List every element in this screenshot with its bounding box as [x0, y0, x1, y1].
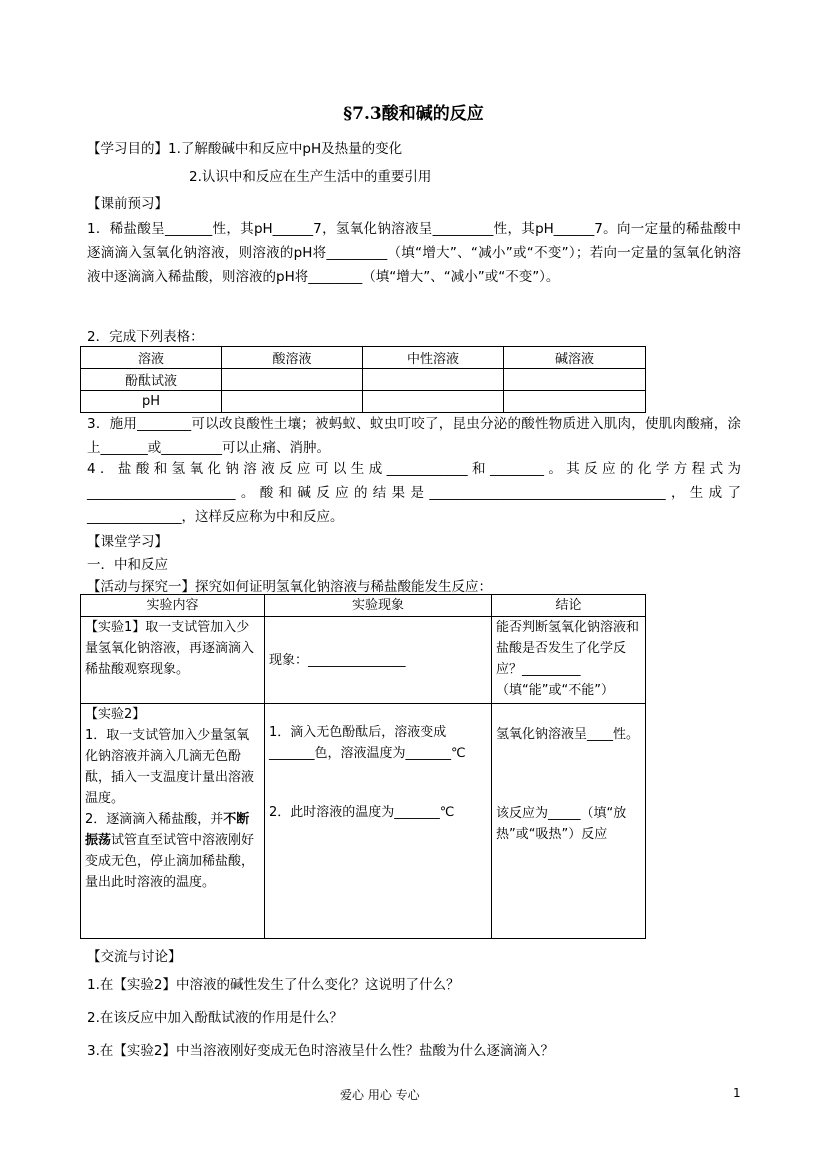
experiment-2-conclusion-1: 氢氧化钠溶液呈____性。 — [496, 727, 640, 742]
table-row — [81, 617, 646, 704]
discussion-question-1: 1.在【实验2】中溶液的碱性发生了什么变化？这说明了什么？ — [87, 977, 460, 993]
table-row — [81, 369, 646, 391]
experiment-2-conclusion-2: 该反应为_____（填“放热”或“吸热”）反应 — [496, 806, 627, 842]
objective-item-1: 1.了解酸碱中和反应中pH及热量的变化 — [168, 141, 403, 157]
table-cell — [222, 369, 363, 391]
emphasis-text: 不断振荡 — [85, 812, 250, 848]
experiment-table — [80, 594, 646, 939]
table-cell — [363, 391, 504, 413]
table-cell — [363, 369, 504, 391]
table-header-cell: 酸溶液 — [222, 347, 363, 369]
experiment-2-step-2: 2．逐滴滴入稀盐酸，并不断振荡试管直至试管中溶液刚好变成无色，停止滴加稀盐酸，量出此时溶液的温度。 — [85, 812, 255, 890]
preview-question-4: 4．盐酸和氢氧化钠溶液反应可以生成____________和________。其反应的化学方程式为______________________。酸和碱反应的结果是___________________________________，生成了______________，这样反应称为中和反应。 — [87, 461, 741, 525]
preview-question-2: 2．完成下列表格： — [87, 329, 204, 345]
table-row — [81, 704, 646, 939]
table-cell — [504, 391, 646, 413]
preview-label: 【课前预习】 — [87, 196, 168, 212]
discussion-label: 【交流与讨论】 — [87, 949, 182, 965]
preview-question-1: 1．稀盐酸呈_______性，其pH______7，氢氧化钠溶液呈_________性，其pH______7。向一定量的稀盐酸中逐滴滴入氢氧化钠溶液，则溶液的pH将_________（填“增大”、“减小”或“不变”）；若向一定量的氢氧化钠溶液中逐滴滴入稀盐酸，则溶液的pH将________（填“增大”、“减小”或“不变”）。 — [87, 221, 741, 285]
section-heading: 一．中和反应 — [87, 557, 168, 573]
objective-item-2: 2.认识中和反应在生产生活中的重要引用 — [189, 169, 432, 185]
table-header-cell: 实验现象 — [265, 595, 492, 617]
table-cell — [504, 369, 646, 391]
classroom-label: 【课堂学习】 — [87, 534, 168, 550]
table-cell: 酚酞试液 — [81, 369, 222, 391]
preview-table — [80, 346, 646, 413]
experiment-2-step-1: 1．取一支试管加入少量氢氧化钠溶液并滴入几滴无色酚酞，插入一支温度计量出溶液温度。 — [85, 728, 255, 806]
table-header-cell: 溶液 — [81, 347, 222, 369]
discussion-question-3: 3.在【实验2】中当溶液刚好变成无色时溶液呈什么性？盐酸为什么逐滴滴入？ — [87, 1043, 554, 1059]
experiment-2-heading: 【实验2】 — [85, 707, 146, 722]
experiment-2-conclusion — [492, 704, 646, 939]
experiment-1-phenomenon: 现象：_______________ — [265, 617, 492, 704]
table-header-cell: 实验内容 — [81, 595, 265, 617]
preview-question-3: 3．施用________可以改良酸性土壤；被蚂蚁、蚊虫叮咬了，昆虫分泌的酸性物质进入肌肉，使肌肉酸痛，涂上_______或_________可以止痛、消肿。 — [87, 416, 741, 456]
experiment-2-phenomenon-2: 2．此时溶液的温度为_______℃ — [269, 805, 455, 820]
table-header-cell: 碱溶液 — [504, 347, 646, 369]
experiment-1-content: 【实验1】取一支试管加入少量氢氧化钠溶液，再逐滴滴入稀盐酸观察现象。 — [81, 617, 265, 704]
experiment-2-content — [81, 704, 265, 939]
objectives-label: 【学习目的】 — [87, 141, 168, 157]
page-footer: 爱心 用心 专心 — [340, 1088, 420, 1102]
page-title: §7.3酸和碱的反应 — [343, 104, 484, 124]
page-number: 1 — [733, 1086, 741, 1100]
table-header-cell: 中性溶液 — [363, 347, 504, 369]
experiment-2-phenomenon — [265, 704, 492, 939]
table-cell: pH — [81, 391, 222, 413]
discussion-question-2: 2.在该反应中加入酚酞试液的作用是什么？ — [87, 1010, 343, 1026]
objectives-line-1 — [87, 137, 402, 157]
experiment-2-phenomenon-1: 1．滴入无色酚酞后，溶液变成_______色，溶液温度为_______℃ — [269, 725, 466, 761]
table-cell — [222, 391, 363, 413]
table-header-cell: 结论 — [492, 595, 646, 617]
activity-heading: 【活动与探究一】探究如何证明氢氧化钠溶液与稀盐酸能发生反应： — [87, 579, 492, 595]
table-row — [81, 391, 646, 413]
experiment-1-conclusion: 能否判断氢氧化钠溶液和盐酸是否发生了化学反应？_________（填“能”或“不能”） — [492, 617, 646, 704]
